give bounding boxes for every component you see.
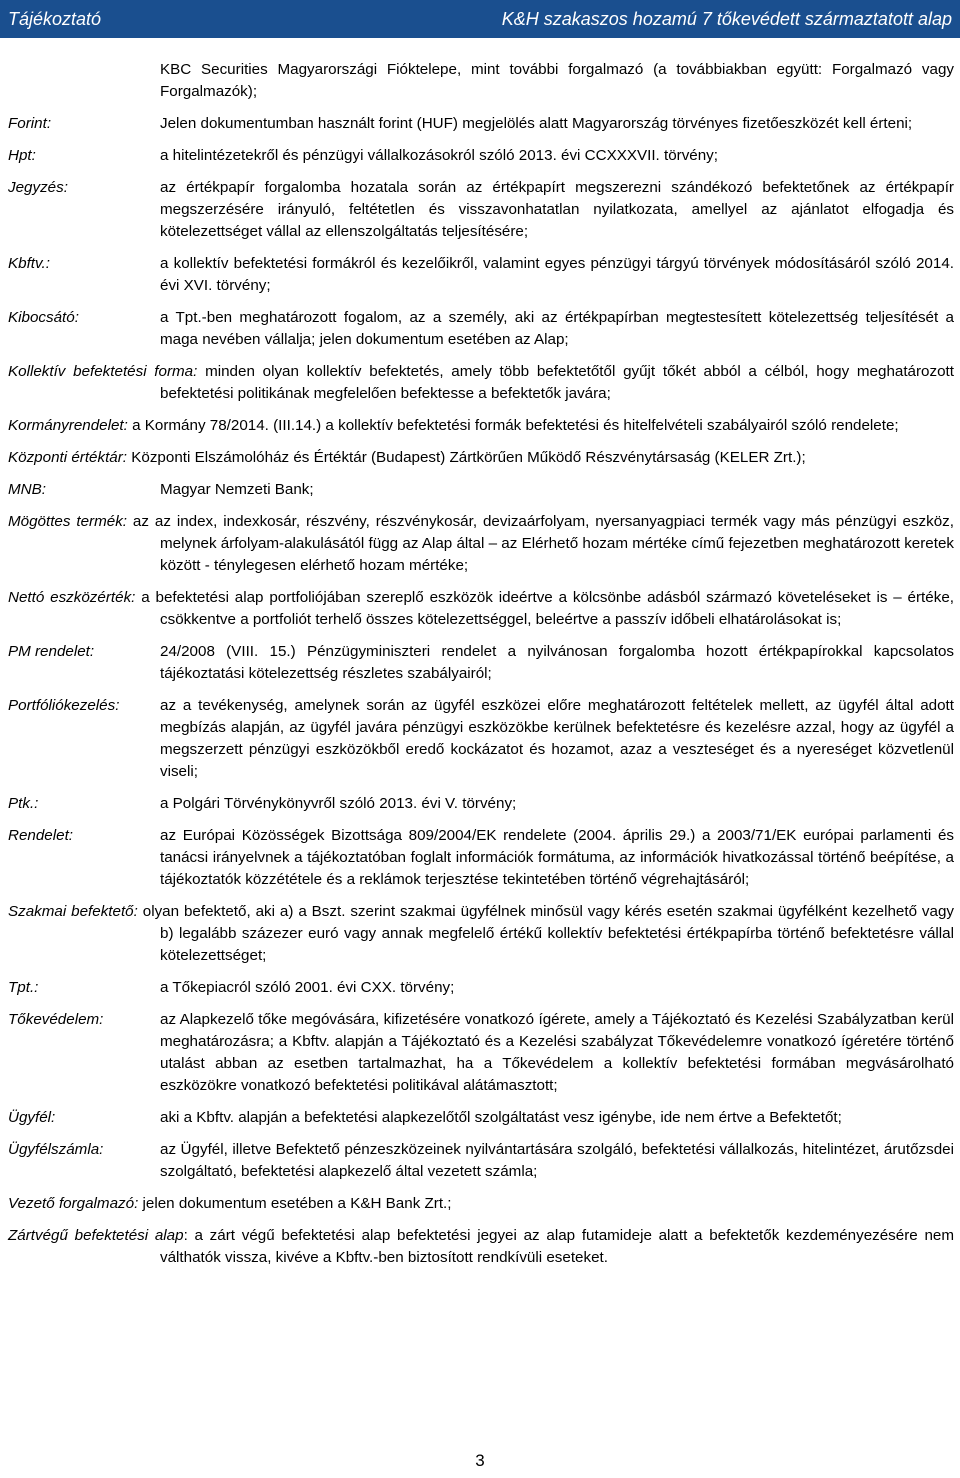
- definition-text: Magyar Nemzeti Bank;: [160, 481, 314, 498]
- definition-text: aki a Kbftv. alapján a befektetési alapkezelőtől szolgáltatást vesz igénybe, ide nem értve a Befektetőt;: [160, 1109, 842, 1126]
- definition-term: Nettó eszközérték:: [8, 589, 136, 606]
- definition-text: Központi Elszámolóház és Értéktár (Budapest) Zártkörűen Működő Részvénytársaság (KELER Zrt.);: [127, 449, 806, 466]
- document-header: [0, 0, 960, 38]
- definition-entry: [8, 1225, 954, 1269]
- definition-entry: [8, 177, 954, 243]
- definition-entry: [8, 793, 954, 815]
- definition-term: Portfóliókezelés:: [8, 697, 120, 714]
- definition-term: Kormányrendelet:: [8, 417, 128, 434]
- definition-term: Mögöttes termék:: [8, 513, 128, 530]
- definition-term: Kollektív befektetési forma:: [8, 363, 198, 380]
- definition-text: az az index, indexkosár, részvény, részvénykosár, devizaárfolyam, nyersanyagpiaci termék vagy más pénzügyi eszköz, melynek árfolyam-alakulásától függ az Alap által – az Elérhető hozam mértéke című fejezetben meghatározott keretek között - ténylegesen elérhető hozam mértéke;: [127, 513, 954, 574]
- definition-text: olyan befektető, aki a) a Bszt. szerint szakmai ügyfélnek minősül vagy kérés esetén szakmai ügyfélként kezelhető vagy b) legalább százezer euró vagy annak megfelelő értékű kollektív befektetési értékpapírba történő befektetésre vállal kötelezettséget;: [137, 903, 954, 964]
- definition-text: a Tőkepiacról szóló 2001. évi CXX. törvény;: [160, 979, 455, 996]
- page-number: 3: [475, 1451, 485, 1470]
- definition-entry: [8, 145, 954, 167]
- definition-entry: [8, 307, 954, 351]
- definition-text: a hitelintézetekről és pénzügyi vállalkozásokról szóló 2013. évi CCXXXVII. törvény;: [160, 147, 718, 164]
- definition-term: PM rendelet:: [8, 643, 95, 660]
- definition-term: Tpt.:: [8, 979, 39, 996]
- definition-entry: [8, 901, 954, 967]
- definition-term: Szakmai befektető:: [8, 903, 138, 920]
- header-fund-name: K&H szakaszos hozamú 7 tőkevédett származtatott alap: [501, 9, 952, 29]
- definition-text: Jelen dokumentumban használt forint (HUF) megjelölés alatt Magyarország törvényes fizetőeszközét kell érteni;: [160, 115, 913, 132]
- definition-text: jelen dokumentum esetében a K&H Bank Zrt.;: [138, 1195, 452, 1212]
- definition-entry: [8, 1107, 954, 1129]
- definition-text: a kollektív befektetési formákról és kezelőikről, valamint egyes pénzügyi tárgyú törvények módosításáról szóló 2014. évi XVI. törvény;: [160, 255, 954, 294]
- definition-entry: [8, 479, 954, 501]
- definition-term: Vezető forgalmazó:: [8, 1195, 139, 1212]
- definition-text: KBC Securities Magyarországi Fióktelepe, mint további forgalmazó (a továbbiakban együtt: Forgalmazó vagy Forgalmazók);: [160, 61, 954, 100]
- definition-term: Zártvégű befektetési alap: [8, 1227, 184, 1244]
- definition-entry: [8, 253, 954, 297]
- definition-term: Rendelet:: [8, 827, 74, 844]
- header-doc-type: Tájékoztató: [8, 9, 102, 29]
- definition-entry: [8, 113, 954, 135]
- definition-text: az Alapkezelő tőke megóvására, kifizetésére vonatkozó ígérete, amely a Tájékoztató és Kezelési Szabályzatban kerül meghatározásra; a Kbftv. alapján a Tájékoztató és a Kezelési szabályzat Tőkevédelemre vonatkozó ígéretére történő utalást abban az esetben tartalmazhat, ha a Tőkevédelem a kollektív befektetési formában megvásárolható eszközökre vonatkozó befektetési politikával alátámasztott;: [160, 1011, 954, 1094]
- definition-entry: [8, 641, 954, 685]
- definition-term: Forint:: [8, 115, 52, 132]
- definition-text: a Polgári Törvénykönyvről szóló 2013. évi V. törvény;: [160, 795, 517, 812]
- definition-term: Ügyfél:: [8, 1109, 56, 1126]
- definition-entry: [8, 587, 954, 631]
- definitions-list: [8, 59, 954, 1279]
- definition-text: az értékpapír forgalomba hozatala során az értékpapírt megszerezni szándékozó befektetőnek az értékpapír megszerzésére irányuló, feltétetlen és visszavonhatatlan nyilatkozata, amellyel az ajánlatot elfogadja és kötelezettséget vállal az ellenszolgáltatás teljesítésére;: [160, 179, 954, 240]
- definition-entry: [8, 511, 954, 577]
- definition-term: Központi értéktár:: [8, 449, 128, 466]
- definition-text: a Kormány 78/2014. (III.14.) a kollektív befektetési formák befektetési és hitelfelvételi szabályairól szóló rendelete;: [127, 417, 899, 434]
- definition-text: minden olyan kollektív befektetés, amely több befektetőtől gyűjt tőkét abból a célból, hogy meghatározott befektetési politikának megfelelően befektesse a befektetők javára;: [160, 363, 954, 402]
- definition-term: Hpt:: [8, 147, 36, 164]
- definition-entry: [8, 1193, 954, 1215]
- definition-text: : a zárt végű befektetési alap befektetési jegyei az alap futamideje alatt a befektetők kezdeményezésére nem válthatók vissza, kivéve a Kbftv.-ben biztosított rendkívüli eseteket.: [160, 1227, 954, 1266]
- definition-entry: [8, 1009, 954, 1097]
- definition-entry: [8, 59, 954, 103]
- definition-text: a befektetési alap portfoliójában szereplő eszközök ideértve a kölcsönbe adásból származó követeléseket is – értéke, csökkentve a portfoliót terhelő összes kötelezettséggel, beleértve a passzív időbeli elhatárolásokat is;: [135, 589, 954, 628]
- definition-text: 24/2008 (VIII. 15.) Pénzügyminiszteri rendelet a nyilvánosan forgalomba hozott értékpapírokkal kapcsolatos tájékoztatási kötelezettség részletes szabályairól;: [160, 643, 954, 682]
- definition-term: Ptk.:: [8, 795, 39, 812]
- definition-entry: [8, 825, 954, 891]
- definition-text: az Ügyfél, illetve Befektető pénzeszközeinek nyilvántartására szolgáló, befektetési vállalkozás, hitelintézet, árutőzsdei szolgáltató, befektetési alapkezelő által vezetett számla;: [160, 1141, 954, 1180]
- definition-term: Kbftv.:: [8, 255, 50, 272]
- definition-entry: [8, 1139, 954, 1183]
- definition-entry: [8, 361, 954, 405]
- definition-entry: [8, 977, 954, 999]
- definition-term: Jegyzés:: [8, 179, 68, 196]
- definition-entry: [8, 415, 954, 437]
- definition-term: Kibocsátó:: [8, 309, 79, 326]
- definition-term: Ügyfélszámla:: [8, 1141, 104, 1158]
- definition-term: Tőkevédelem:: [8, 1011, 104, 1028]
- definition-text: az Európai Közösségek Bizottsága 809/2004/EK rendelete (2004. április 29.) a 2003/71/EK európai parlamenti és tanácsi irányelvnek a tájékoztatóban foglalt információk formátuma, az információk hivatkozással történő beépítése, a tájékoztatók közzététele és a reklámok terjesztése tekintetében történő végrehajtásáról;: [160, 827, 954, 888]
- definition-entry: [8, 447, 954, 469]
- definition-term: MNB:: [8, 481, 46, 498]
- definition-text: a Tpt.-ben meghatározott fogalom, az a személy, aki az értékpapírban megtestesített kötelezettség teljesítését a maga nevében vállalja; jelen dokumentum esetében az Alap;: [160, 309, 954, 348]
- definition-entry: [8, 695, 954, 783]
- definition-text: az a tevékenység, amelynek során az ügyfél eszközei előre meghatározott feltételek mellett, az ügyfél által adott megbízás alapján, az ügyfél javára pénzügyi eszközökbe kerülnek befektetésre és kezelésre azzal, hogy az ügyfél a megszerzett pénzügyi eszközökből eredő kockázatot és hozamot, azaz a veszteséget és a nyereséget közvetlenül viseli;: [160, 697, 954, 780]
